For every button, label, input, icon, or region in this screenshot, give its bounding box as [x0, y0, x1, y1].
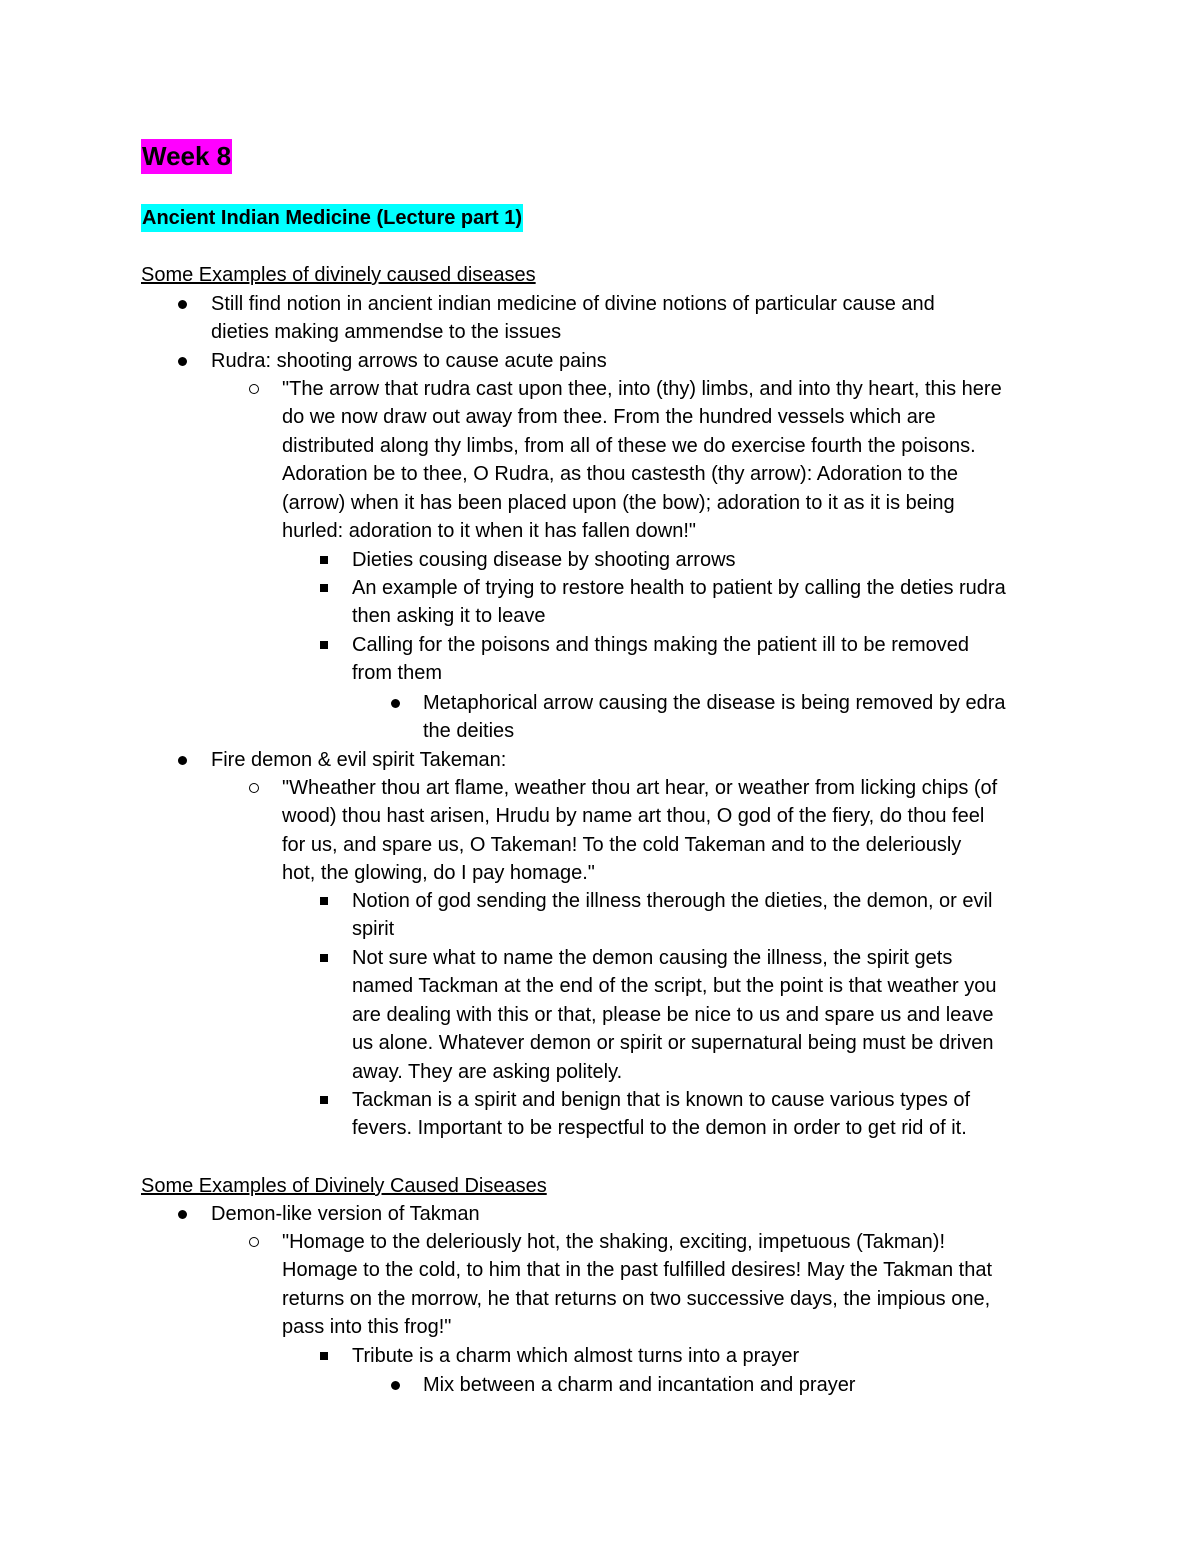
bullet-square-icon — [320, 556, 328, 564]
bullet-dot-icon — [178, 756, 187, 765]
list-item-text: Calling for the poisons and things making the patient ill to be removed — [352, 634, 970, 656]
list-item-text: Metaphorical arrow causing the disease is being removed by edra — [423, 692, 1006, 714]
list-item — [282, 1228, 992, 1342]
list-item-text: from them — [352, 662, 443, 685]
list-item-text: returns on the morrow, he that returns on two successive days, the impious one, — [282, 1287, 991, 1310]
list-item-text: us alone. Whatever demon or spirit or supernatural being must be driven — [352, 1032, 994, 1055]
list-item-text: Rudra: shooting arrows to cause acute pains — [211, 350, 607, 372]
list-item-text: are dealing with this or that, please be nice to us and spare us and leave — [352, 1003, 994, 1026]
list-item-text: dieties making ammendse to the issues — [211, 321, 562, 344]
list-item-text: away. They are asking politely. — [352, 1060, 623, 1083]
list-item-text: "Wheather thou art flame, weather thou art hear, or weather from licking chips (of — [282, 777, 998, 799]
list-item-text: Demon-like version of Takman — [211, 1203, 480, 1225]
list-item-text: named Tackman at the end of the script, but the point is that weather you — [352, 975, 997, 998]
section-heading: Some Examples of Divinely Caused Diseases — [141, 1175, 547, 1197]
list-item-text: Still find notion in ancient indian medicine of divine notions of particular cause and — [211, 293, 935, 315]
bullet-square-icon — [320, 584, 328, 592]
list-item-text: Homage to the cold, to him that in the past fulfilled desires! May the Takman that — [282, 1259, 993, 1282]
bullet-square-icon — [320, 1352, 328, 1360]
list-item-text: distributed along thy limbs, from all of these we do exercise fourth the poisons. — [282, 434, 976, 457]
bullet-square-icon — [320, 897, 328, 905]
list-item-text: hot, the glowing, do I pay homage." — [282, 862, 595, 885]
bullet-dot-icon — [391, 1381, 400, 1390]
list-item — [211, 347, 607, 375]
bullet-dot-icon — [178, 300, 187, 309]
list-item — [211, 746, 506, 774]
list-item — [423, 1371, 855, 1399]
list-item-text: do we now draw out away from thee. From the hundred vessels which are — [282, 406, 936, 429]
list-item-text: spirit — [352, 918, 395, 941]
list-item — [352, 546, 736, 574]
list-item-text: then asking it to leave — [352, 605, 546, 628]
list-item-text: "The arrow that rudra cast upon thee, into (thy) limbs, and into thy heart, this here — [282, 378, 1002, 400]
list-item — [352, 631, 969, 688]
page-subtitle: Ancient Indian Medicine (Lecture part 1) — [141, 204, 523, 232]
list-item — [282, 375, 1002, 545]
list-item-text: Fire demon & evil spirit Takeman: — [211, 749, 507, 771]
list-item-text: fevers. Important to be respectful to the demon in order to get rid of it. — [352, 1117, 967, 1140]
list-item-text: Tackman is a spirit and benign that is known to cause various types of — [352, 1089, 971, 1111]
list-item-text: "Homage to the deleriously hot, the shaking, exciting, impetuous (Takman)! — [282, 1231, 945, 1253]
bullet-square-icon — [320, 954, 328, 962]
bullet-dot-icon — [391, 699, 400, 708]
list-item-text: Tribute is a charm which almost turns into a prayer — [352, 1345, 800, 1367]
list-item — [211, 290, 935, 347]
list-item-text: Dieties cousing disease by shooting arrows — [352, 549, 736, 571]
list-item — [282, 774, 997, 888]
page-title: Week 8 — [141, 139, 232, 174]
list-item-text: wood) thou hast arisen, Hrudu by name art thou, O god of the fiery, do thou feel — [282, 805, 985, 828]
list-item-text: Notion of god sending the illness therough the dieties, the demon, or evil — [352, 890, 993, 912]
list-item-text: hurled: adoration to it when it has fallen down!" — [282, 520, 697, 543]
bullet-circle-icon — [249, 1237, 259, 1247]
list-item-text: An example of trying to restore health to patient by calling the deties rudra — [352, 577, 1006, 599]
bullet-circle-icon — [249, 783, 259, 793]
list-item-text: the deities — [423, 720, 515, 743]
list-item — [352, 944, 996, 1086]
list-item — [352, 887, 992, 944]
list-item-text: Not sure what to name the demon causing the illness, the spirit gets — [352, 947, 953, 969]
bullet-dot-icon — [178, 1210, 187, 1219]
list-item-text: for us, and spare us, O Takeman! To the cold Takeman and to the deleriously — [282, 833, 962, 856]
list-item-text: (arrow) when it has been placed upon (the bow); adoration to it as it is being — [282, 491, 955, 514]
list-item-text: Mix between a charm and incantation and prayer — [423, 1374, 856, 1396]
list-item — [352, 1342, 799, 1370]
bullet-square-icon — [320, 641, 328, 649]
list-item — [423, 689, 1006, 746]
section-heading: Some Examples of divinely caused diseases — [141, 264, 536, 286]
list-item-text: pass into this frog!" — [282, 1316, 452, 1339]
list-item — [211, 1200, 480, 1228]
bullet-dot-icon — [178, 357, 187, 366]
bullet-square-icon — [320, 1096, 328, 1104]
list-item-text: Adoration be to thee, O Rudra, as thou castesth (thy arrow): Adoration to the — [282, 463, 958, 486]
list-item — [352, 574, 1006, 631]
bullet-circle-icon — [249, 384, 259, 394]
list-item — [352, 1086, 970, 1143]
